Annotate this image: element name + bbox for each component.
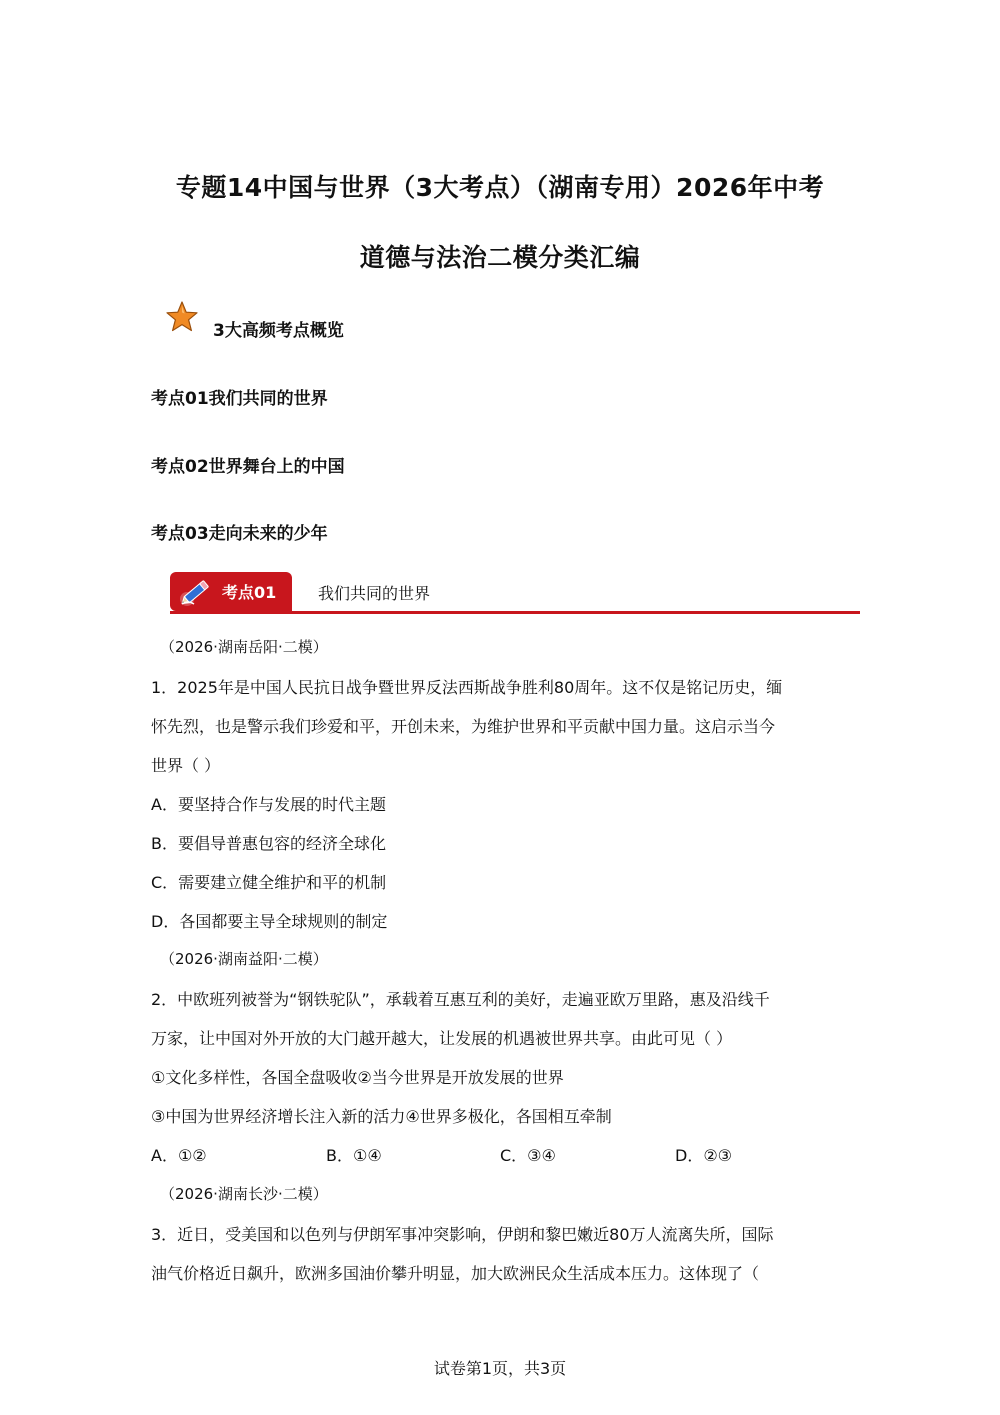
question-2-option-c[interactable]: C．③④	[500, 1146, 556, 1165]
document-title-line-2: 道德与法治二模分类汇编	[359, 243, 641, 272]
kaodian-02-link[interactable]: 考点02世界舞台上的中国	[151, 457, 345, 477]
pencil-icon	[178, 576, 214, 608]
question-1-source: （2026·湖南岳阳·二模）	[160, 638, 328, 656]
question-1-stem-line-3: 世界（ ）	[151, 756, 221, 775]
page-footer: 试卷第1页，共3页	[433, 1359, 567, 1378]
question-2-option-b[interactable]: B．①④	[326, 1146, 382, 1165]
section-divider	[170, 611, 860, 614]
section-title: 我们共同的世界	[318, 584, 431, 603]
question-2-stem-line-1: 2．中欧班列被誉为“钢铁驼队”，承载着互惠互利的美好，走遍亚欧万里路，惠及沿线千	[151, 990, 770, 1009]
kaodian-03-link[interactable]: 考点03走向未来的少年	[151, 524, 328, 544]
question-2-source: （2026·湖南益阳·二模）	[160, 950, 328, 968]
question-2-statement-line-2: ③中国为世界经济增长注入新的活力④世界多极化，各国相互牵制	[151, 1107, 612, 1126]
question-1-option-b[interactable]: B．要倡导普惠包容的经济全球化	[151, 834, 386, 853]
question-2-statement-line-1: ①文化多样性，各国全盘吸收②当今世界是开放发展的世界	[151, 1068, 564, 1087]
section-header	[170, 572, 860, 614]
question-3-stem-line-1: 3．近日，受美国和以色列与伊朗军事冲突影响，伊朗和黎巴嫩近80万人流离失所，国际	[151, 1225, 774, 1244]
question-1-option-d[interactable]: D．各国都要主导全球规则的制定	[151, 912, 388, 931]
star-icon	[165, 300, 199, 334]
question-1-option-c[interactable]: C．需要建立健全维护和平的机制	[151, 873, 387, 892]
kaodian-01-link[interactable]: 考点01我们共同的世界	[151, 389, 328, 409]
question-3-stem-line-2: 油气价格近日飙升，欧洲多国油价攀升明显，加大欧洲民众生活成本压力。这体现了（	[151, 1264, 760, 1283]
document-title-line-1: 专题14中国与世界（3大考点）（湖南专用）2026年中考	[175, 173, 825, 202]
section-tab	[170, 572, 292, 611]
question-1-stem-line-2: 怀先烈，也是警示我们珍爱和平，开创未来，为维护世界和平贡献中国力量。这启示当今	[151, 717, 776, 736]
question-3-source: （2026·湖南长沙·二模）	[160, 1185, 328, 1203]
question-2-option-a[interactable]: A．①②	[151, 1146, 207, 1165]
section-tab-label: 考点01	[222, 583, 277, 602]
question-1-stem-line-1: 1．2025年是中国人民抗日战争暨世界反法西斯战争胜利80周年。这不仅是铭记历史，缅	[151, 678, 783, 697]
question-2-stem-line-2: 万家，让中国对外开放的大门越开越大，让发展的机遇被世界共享。由此可见（ ）	[151, 1029, 733, 1048]
question-1-option-a[interactable]: A．要坚持合作与发展的时代主题	[151, 795, 386, 814]
overview-heading-text: 3大高频考点概览	[213, 321, 344, 341]
question-2-option-d[interactable]: D．②③	[675, 1146, 733, 1165]
